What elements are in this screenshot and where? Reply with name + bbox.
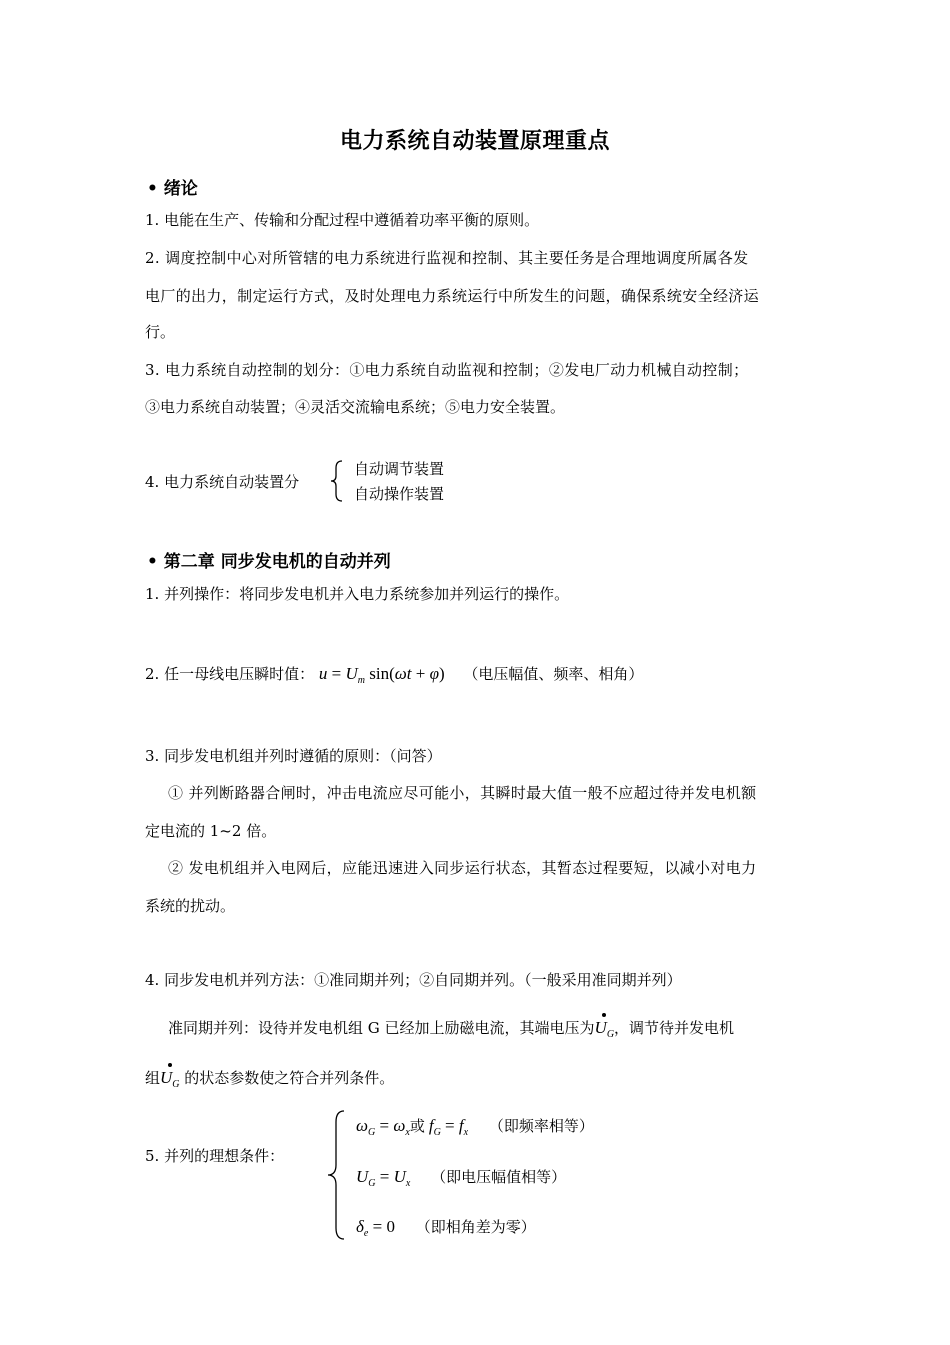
page-title: 电力系统自动装置原理重点: [339, 129, 610, 154]
ch2-item-4-label: 4. 同步发电机并列方法：①准同期并列；②自同期并列。（一般采用准同期并列）: [145, 971, 682, 989]
formula-U-sub: m: [357, 675, 365, 686]
c1-eq: =: [375, 1116, 394, 1135]
c3-sub: e: [363, 1228, 369, 1239]
phasor-sub-G-2: G: [172, 1079, 180, 1090]
ch2-item-1: 1. 并列操作：将同步发电机并入电力系统参加并列运行的操作。: [145, 585, 570, 603]
formula-close: ): [438, 664, 445, 683]
c2-sub-x: x: [405, 1178, 411, 1189]
ideal-condition-voltage: [356, 1167, 566, 1190]
c2-U-x: U: [393, 1167, 406, 1186]
voltage-phasor-UG-2: [160, 1068, 180, 1091]
intro-item-4-branch-1: 自动调节装置: [354, 460, 445, 478]
c1-f-sub-G: G: [433, 1127, 441, 1138]
condition-2-formula: [356, 1167, 411, 1189]
para-text-a: 准同期并列：设待并发电机组 G 已经加上励磁电流，其端电压为: [168, 1019, 595, 1037]
ideal-condition-phase: [356, 1217, 536, 1240]
ch2-item-2-note: （电压幅值、频率、相角）: [463, 665, 644, 683]
ideal-condition-frequency: [356, 1116, 594, 1139]
c1-sub-x: x: [405, 1127, 410, 1138]
c1-omega-G: ω: [356, 1116, 369, 1135]
ch2-item-2: [145, 664, 643, 687]
left-brace-icon: [330, 460, 344, 502]
ch2-item-3-p2-line-2: 系统的扰动。: [145, 897, 236, 915]
para-text-b: ，调节待并发电机: [614, 1019, 735, 1037]
formula-omega-t: ωt: [394, 664, 412, 683]
formula-eq: =: [327, 664, 346, 683]
ch2-item-3-p1-line-2: 定电流的 1~2 倍。: [145, 822, 277, 840]
para-text-d: 的状态参数使之符合并列条件。: [179, 1069, 395, 1087]
section-heading-intro: • 绪论: [147, 179, 198, 199]
formula-sin: sin(: [364, 664, 395, 683]
c2-note: （即电压幅值相等）: [431, 1168, 567, 1186]
intro-item-2-line-1: 2. 调度控制中心对所管辖的电力系统进行监视和控制、其主要任务是合理地调度所属各发: [145, 249, 749, 267]
formula-u: u: [318, 664, 328, 683]
phasor-sub-G: G: [606, 1029, 615, 1040]
intro-item-1: 1. 电能在生产、传输和分配过程中遵循着功率平衡的原则。: [145, 211, 540, 229]
left-brace-icon: [326, 1110, 346, 1240]
intro-item-4-label: 4. 电力系统自动装置分: [145, 473, 300, 491]
c3-note: （即相角差为零）: [415, 1218, 536, 1236]
c1-or: 或: [409, 1117, 425, 1135]
c2-eq: =: [375, 1167, 394, 1186]
voltage-phasor-UG: [595, 1018, 615, 1041]
ch2-item-3-p2-line-1: ② 发电机组并入电网后，应能迅速进入同步运行状态，其暂态过程要短，以减小对电力: [168, 859, 757, 877]
formula-plus: +: [411, 664, 430, 683]
ch2-item-4-para-line-1: [168, 1018, 734, 1041]
phasor-U-2: U: [160, 1068, 173, 1087]
condition-1-formula: [356, 1116, 410, 1138]
intro-item-2-line-3: 行。: [145, 323, 176, 341]
intro-item-3-line-2: ③电力系统自动装置；④灵活交流输电系统；⑤电力安全装置。: [145, 398, 566, 416]
condition-1-formula-f: [428, 1116, 469, 1138]
c1-f-x: f: [458, 1116, 464, 1135]
c1-f-eq: =: [440, 1116, 459, 1135]
c1-note: （即频率相等）: [488, 1117, 594, 1135]
c1-omega-x: ω: [393, 1116, 406, 1135]
ch2-item-2-label: 2. 任一母线电压瞬时值：: [145, 665, 315, 683]
phasor-U: U: [594, 1018, 607, 1037]
c1-f-sub-x: x: [463, 1127, 469, 1138]
formula-phi: φ: [429, 664, 439, 683]
ch2-item-3-label: 3. 同步发电机组并列时遵循的原则：（问答）: [145, 747, 442, 765]
c2-sub-G: G: [368, 1178, 376, 1189]
c1-f-G: f: [428, 1116, 434, 1135]
c3-delta: δ: [356, 1217, 364, 1236]
formula-U: U: [345, 664, 358, 683]
c3-eq: = 0: [368, 1217, 395, 1236]
c2-U-G: U: [356, 1167, 369, 1186]
para-text-c: 组: [145, 1069, 161, 1087]
condition-3-formula: [356, 1217, 395, 1239]
c1-sub-G: G: [368, 1127, 376, 1138]
intro-item-4-branch-2: 自动操作装置: [354, 485, 445, 503]
section-heading-chapter-2: • 第二章 同步发电机的自动并列: [147, 552, 391, 572]
voltage-formula: [318, 664, 445, 686]
ch2-item-3-p1-line-1: ① 并列断路器合闸时，冲击电流应尽可能小，其瞬时最大值一般不应超过待并发电机额: [168, 784, 757, 802]
intro-item-2-line-2: 电厂的出力，制定运行方式，及时处理电力系统运行中所发生的问题，确保系统安全经济运: [145, 287, 760, 305]
ch2-item-4-para-line-2: [145, 1068, 394, 1091]
ch2-item-5-label: 5. 并列的理想条件：: [145, 1147, 285, 1165]
intro-item-3-line-1: 3. 电力系统自动控制的划分：①电力系统自动监视和控制；②发电厂动力机械自动控制；: [145, 361, 749, 379]
